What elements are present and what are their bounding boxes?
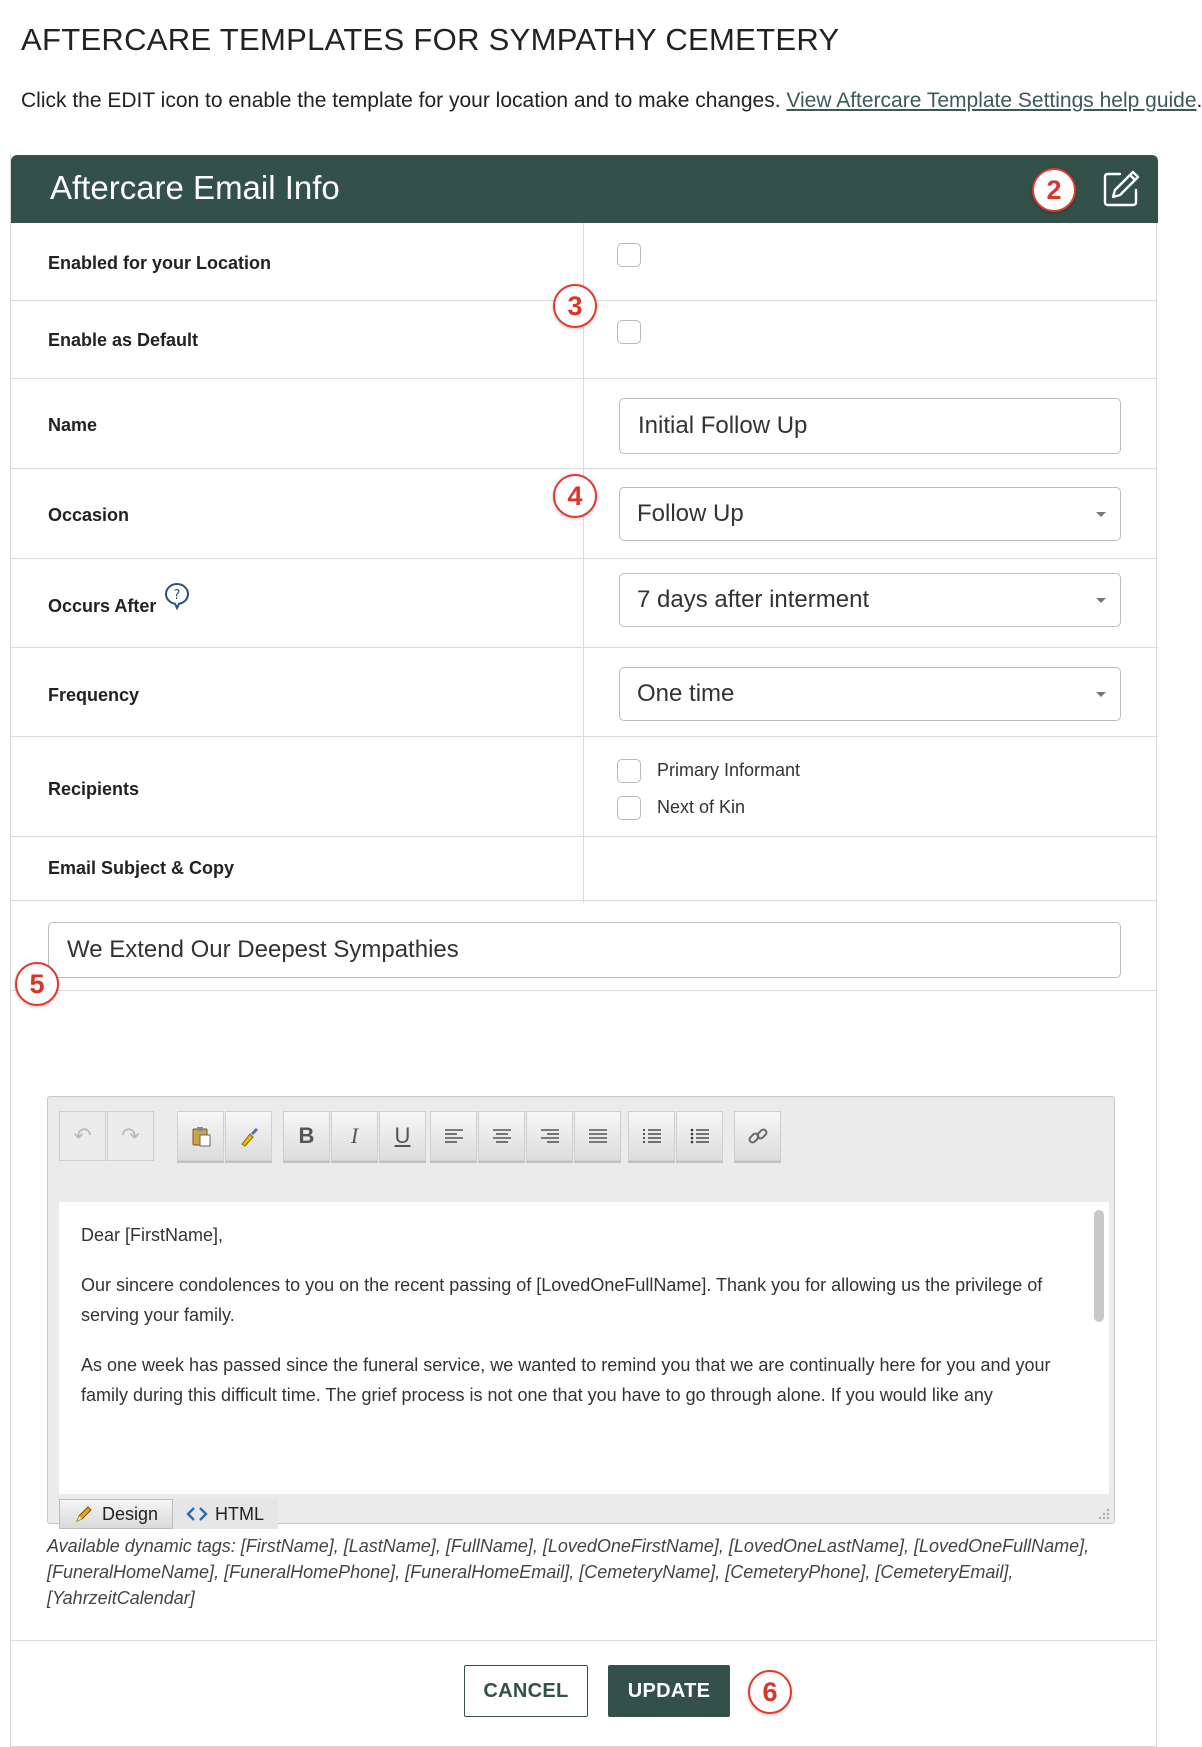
chevron-down-icon (1096, 512, 1106, 517)
email-paragraph-2: As one week has passed since the funeral service, we wanted to remind you that we are continually here for you and your family during this difficult time. The grief process is not one that you have to go through alone. If you would like any (81, 1355, 1051, 1405)
card-title: Aftercare Email Info (50, 169, 340, 206)
email-body (81, 1220, 1061, 1430)
unordered-list-glyph (690, 1128, 710, 1144)
justify-icon[interactable] (574, 1111, 621, 1161)
next-of-kin-label: Next of Kin (657, 797, 746, 817)
row-name (11, 379, 1158, 469)
intro-period: . (1196, 89, 1202, 112)
align-center-glyph (492, 1128, 512, 1144)
occurs-after-value: 7 days after interment (637, 586, 870, 613)
paste-icon[interactable] (177, 1111, 224, 1161)
name-label: Name (48, 415, 98, 435)
card-header (11, 155, 1158, 223)
frequency-value: One time (637, 680, 735, 707)
underline-icon[interactable]: U (379, 1111, 426, 1161)
recipients-label: Recipients (48, 779, 140, 799)
enabled-location-label: Enabled for your Location (48, 253, 272, 273)
link-icon[interactable] (734, 1111, 781, 1161)
subject-input[interactable]: We Extend Our Deepest Sympathies (48, 922, 1121, 978)
brush-glyph (237, 1124, 261, 1148)
unordered-list-icon[interactable] (676, 1111, 723, 1161)
pencil-icon (74, 1504, 94, 1524)
align-left-icon[interactable] (430, 1111, 477, 1161)
cancel-button[interactable]: CANCEL (464, 1665, 588, 1717)
resize-grip-icon[interactable] (1096, 1506, 1110, 1520)
help-guide-link[interactable]: View Aftercare Template Settings help guide (786, 89, 1197, 112)
row-email-subject-header (11, 837, 1158, 901)
align-right-icon[interactable] (526, 1111, 573, 1161)
occasion-label: Occasion (48, 505, 130, 525)
ordered-list-glyph (642, 1128, 662, 1144)
row-recipients (11, 737, 1158, 837)
link-glyph (746, 1124, 770, 1148)
occurs-after-select[interactable] (619, 573, 1121, 627)
annotation-badge-6: 6 (748, 1670, 792, 1714)
toolbar-group-clipboard (177, 1111, 273, 1161)
annotation-badge-3: 3 (553, 284, 597, 328)
toolbar-group-history (59, 1111, 155, 1161)
occurs-after-label: Occurs After (48, 596, 157, 616)
tab-design-label: Design (102, 1503, 159, 1524)
enabled-location-checkbox[interactable] (617, 243, 641, 267)
svg-text:?: ? (173, 588, 181, 603)
italic-icon[interactable]: I (331, 1111, 378, 1161)
chevron-down-icon (1096, 598, 1106, 603)
tab-html[interactable] (173, 1499, 278, 1529)
toolbar-group-text-style (283, 1111, 427, 1161)
enable-default-checkbox[interactable] (617, 320, 641, 344)
row-subject (11, 901, 1158, 991)
rich-text-editor (47, 1096, 1115, 1524)
editor-scrollbar[interactable] (1094, 1210, 1104, 1322)
annotation-badge-2: 2 (1032, 168, 1076, 212)
align-left-glyph (444, 1128, 464, 1144)
tab-html-label: HTML (215, 1503, 265, 1524)
enable-default-label: Enable as Default (48, 330, 199, 350)
occasion-value: Follow Up (637, 500, 744, 527)
email-greeting: Dear [FirstName], (81, 1225, 224, 1245)
next-of-kin-checkbox[interactable] (617, 796, 641, 820)
update-button[interactable]: UPDATE (608, 1665, 730, 1717)
ordered-list-icon[interactable] (628, 1111, 675, 1161)
frequency-select[interactable] (619, 667, 1121, 721)
tab-design[interactable] (59, 1499, 173, 1529)
row-frequency (11, 648, 1158, 737)
email-section-label: Email Subject & Copy (48, 858, 235, 878)
editor-mode-tabs (59, 1499, 278, 1529)
redo-icon[interactable]: ↷ (107, 1111, 154, 1161)
name-input[interactable]: Initial Follow Up (619, 398, 1121, 454)
primary-informant-label: Primary Informant (657, 760, 801, 780)
format-painter-icon[interactable] (225, 1111, 272, 1161)
help-question-icon[interactable] (164, 582, 190, 610)
frequency-label: Frequency (48, 685, 140, 705)
editor-content-area[interactable] (59, 1202, 1109, 1494)
annotation-badge-5: 5 (15, 962, 59, 1006)
intro-text (21, 89, 1202, 113)
footer-divider (10, 1640, 1157, 1641)
bold-icon[interactable]: B (283, 1111, 330, 1161)
code-icon (187, 1506, 207, 1522)
intro-instructions: Click the EDIT icon to enable the template for your location and to make changes. (21, 89, 787, 112)
align-center-icon[interactable] (478, 1111, 525, 1161)
edit-button[interactable] (1100, 168, 1142, 210)
occasion-select[interactable] (619, 487, 1121, 541)
row-occurs-after (11, 559, 1158, 648)
dynamic-tags-help: Available dynamic tags: [FirstName], [LastName], [FullName], [LovedOneFirstName], [LovedOneLastName], [LovedOneFullName], [FuneralHomeName], [FuneralHomePhone], [FuneralHomeEmail], [CemeteryName], [CemeteryPhone], [CemeteryEmail], [YahrzeitCalendar] (47, 1536, 1090, 1608)
undo-icon[interactable]: ↶ (59, 1111, 106, 1161)
chevron-down-icon (1096, 692, 1106, 697)
primary-informant-checkbox[interactable] (617, 759, 641, 783)
toolbar-group-lists (628, 1111, 724, 1161)
editor-blank-space (59, 1418, 1109, 1494)
annotation-badge-4: 4 (553, 474, 597, 518)
justify-glyph (588, 1128, 608, 1144)
email-paragraph-1: Our sincere condolences to you on the recent passing of [LovedOneFullName]. Thank you for allowing us the privilege of serving your family. (81, 1275, 1043, 1325)
toolbar-group-link (734, 1111, 782, 1161)
align-right-glyph (540, 1128, 560, 1144)
page-title: AFTERCARE TEMPLATES FOR SYMPATHY CEMETERY (21, 22, 840, 57)
edit-pencil-icon (1100, 168, 1142, 210)
toolbar-group-align (430, 1111, 622, 1161)
paste-glyph (189, 1124, 213, 1148)
